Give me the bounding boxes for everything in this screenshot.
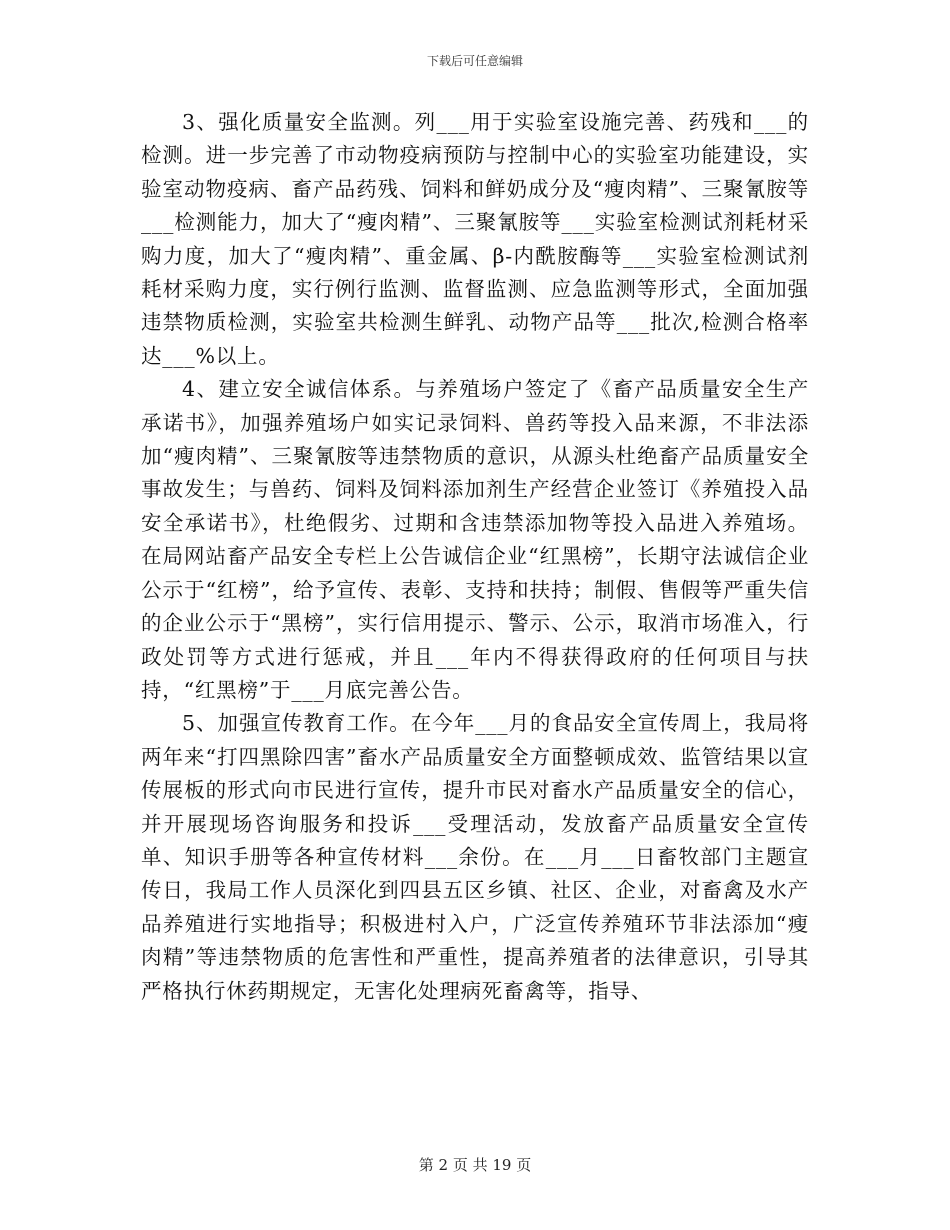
page-number: 第 2 页 共 19 页 [418, 1156, 532, 1174]
paragraph-quality-monitoring: 3、强化质量安全监测。列___用于实验室设施完善、药残和___的检测。进一步完善了市动物疫病预防与控制中心的实验室功能建设，实验室动物疫病、畜产品药残、饲料和鲜奶成分及“瘦肉精”、三聚氰胺等___检测能力，加大了“瘦肉精”、三聚氰胺等___实验室检测试剂耗材采购力度，加大了“瘦肉精”、重金属、β-内酰胺酶等___实验室检测试剂耗材采购力度，实行例行监测、监督监测、应急监测等形式，全面加强违禁物质检测，实验室共检测生鲜乳、动物产品等___批次,检测合格率达___%以上。 [141, 110, 809, 368]
paragraph-credit-system: 4、建立安全诚信体系。与养殖场户签定了《畜产品质量安全生产承诺书》，加强养殖场户如实记录饲料、兽药等投入品来源，不非法添加“瘦肉精”、三聚氰胺等违禁物质的意识，从源头杜绝畜产品质量安全事故发生；与兽药、饲料及饲料添加剂生产经营企业签订《养殖投入品安全承诺书》，杜绝假劣、过期和含违禁添加物等投入品进入养殖场。在局网站畜产品安全专栏上公告诚信企业“红黑榜”，长期守法诚信企业公示于“红榜”，给予宣传、表彰、支持和扶持；制假、售假等严重失信的企业公示于“黑榜”，实行信用提示、警示、公示，取消市场准入，行政处罚等方式进行惩戒，并且___年内不得获得政府的任何项目与扶持，“红黑榜”于___月底完善公告。 [141, 377, 809, 702]
document-body [141, 106, 809, 1008]
paragraph-publicity-education: 5、加强宣传教育工作。在今年___月的食品安全宣传周上，我局将两年来“打四黑除四害”畜水产品质量安全方面整顿成效、监管结果以宣传展板的形式向市民进行宣传，提升市民对畜水产品质量安全的信心，并开展现场咨询服务和投诉___受理活动，发放畜产品质量安全宣传单、知识手册等各种宣传材料___余份。在___月___日畜牧部门主题宣传日，我局工作人员深化到四县五区乡镇、社区、企业，对畜禽及水产品养殖进行实地指导；积极进村入户，广泛宣传养殖环节非法添加“瘦肉精”等违禁物质的危害性和严重性，提高养殖者的法律意识，引导其严格执行休药期规定，无害化处理病死畜禽等，指导、 [141, 711, 809, 1003]
header-note: 下载后可任意编辑 [426, 54, 523, 68]
